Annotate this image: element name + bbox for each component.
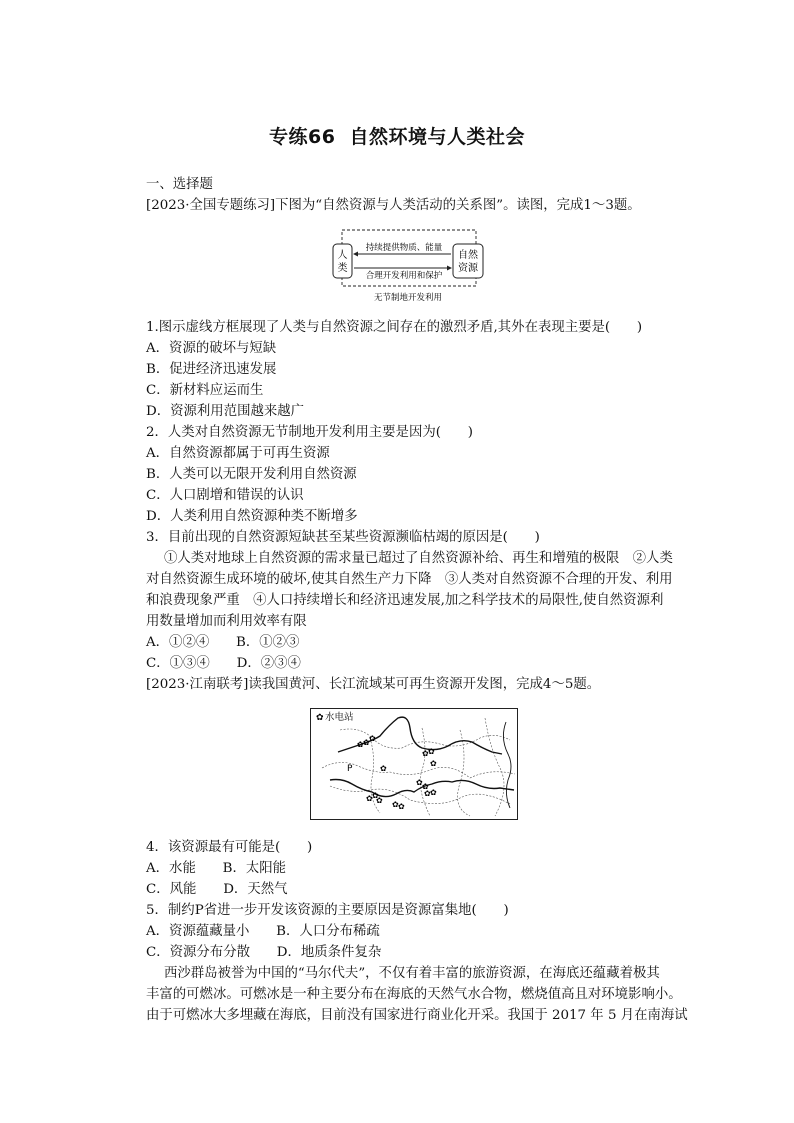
q5-options-cd: C．资源分布分散 D．地质条件复杂 (146, 945, 382, 960)
station-icon: ✿ (422, 749, 429, 758)
q3-body-line: 用数量增加而利用效率有限 (146, 614, 307, 629)
q4-stem: 4．该资源最有可能是( ) (146, 840, 313, 855)
q3-stem: 3．目前出现的自然资源短缺甚至某些资源濒临枯竭的原因是( ) (146, 530, 540, 545)
station-icon: ✿ (428, 747, 435, 756)
passage-line: 丰富的可燃冰。可燃冰是一种主要分布在海底的天然气水合物，燃烧值高且对环境影响小。 (146, 987, 682, 1002)
resource-relationship-diagram (332, 228, 484, 306)
q5-options-ab: A．资源蕴藏量小 B．人口分布稀疏 (146, 924, 380, 939)
station-icon: ✿ (430, 759, 437, 768)
resource-label-2: 资源 (458, 263, 478, 274)
intro-q1-3: [2023·全国专题练习]下图为“自然资源与人类活动的关系图”。读图，完成1～3题。 (146, 198, 641, 213)
supply-arrowhead (353, 252, 358, 257)
overuse-label: 无节制地开发利用 (373, 293, 443, 303)
q1-option-b: B．促进经济迅速发展 (146, 362, 277, 377)
resource-label-1: 自然 (458, 250, 478, 261)
station-icon: ✿ (376, 796, 383, 805)
station-icon: ✿ (380, 764, 387, 773)
protect-arrowhead (447, 266, 452, 271)
legend-label: 水电站 (325, 712, 354, 723)
q1-option-d: D．资源利用范围越来越广 (146, 404, 305, 419)
intro-q4-5: [2023·江南联考]读我国黄河、长江流域某可再生资源开发图，完成4～5题。 (146, 677, 601, 692)
q3-options-ab: A．①②④ B．①②③ (146, 635, 300, 650)
passage-line: 西沙群岛被誉为中国的“马尔代夫”，不仅有着丰富的旅游资源，在海底还蕴藏着极其 (164, 966, 660, 981)
q1-option-a: A．资源的破坏与短缺 (146, 341, 277, 356)
station-icon: ✿ (357, 740, 364, 749)
section-heading: 一、选择题 (146, 177, 213, 192)
human-label-1: 人 (337, 250, 348, 261)
title-main: 自然环境与人类社会 (349, 126, 525, 148)
station-icon: ✿ (363, 738, 370, 747)
province-p-label: P (347, 764, 353, 774)
q2-option-c: C．人口剧增和错误的认识 (146, 488, 304, 503)
q1-stem: 1.图示虚线方框展现了人类与自然资源之间存在的激烈矛盾,其外在表现主要是( ) (146, 320, 643, 335)
q2-stem: 2．人类对自然资源无节制地开发利用主要是因为( ) (146, 425, 473, 440)
q2-option-d: D．人类利用自然资源种类不断增多 (146, 509, 358, 524)
station-icon: ✿ (372, 791, 379, 800)
q2-option-b: B．人类可以无限开发利用自然资源 (146, 467, 357, 482)
supply-label: 持续提供物质、能量 (365, 243, 443, 253)
page-title (0, 122, 794, 149)
station-icon: ✿ (366, 794, 373, 803)
q4-options-ab: A．水能 B．太阳能 (146, 861, 287, 876)
station-icon: ✿ (416, 778, 423, 787)
human-label-2: 类 (337, 263, 348, 274)
station-icon: ✿ (430, 788, 437, 797)
q4-options-cd: C．风能 D．天然气 (146, 882, 288, 897)
station-icon: ✿ (422, 782, 429, 791)
hydropower-map (310, 708, 518, 820)
title-prefix: 专练66 (269, 126, 336, 148)
q5-stem: 5．制约P省进一步开发该资源的主要原因是资源富集地( ) (146, 903, 509, 918)
passage-line: 由于可燃冰大多埋藏在海底，目前没有国家进行商业化开采。我国于 2017 年 5 月在南海试 (146, 1008, 688, 1023)
q3-body-line: 和浪费现象严重 ④人口持续增长和经济迅速发展,加之科学技术的局限性,使自然资源利 (146, 593, 664, 608)
q2-option-a: A．自然资源都属于可再生资源 (146, 446, 330, 461)
station-icon: ✿ (398, 802, 405, 811)
q3-options-cd: C．①③④ D．②③④ (146, 656, 301, 671)
legend-star-icon: ✿ (316, 713, 324, 723)
protect-label: 合理开发利用和保护 (365, 271, 443, 281)
station-icon: ✿ (424, 789, 431, 798)
q1-option-c: C．新材料应运而生 (146, 383, 264, 398)
station-icon: ✿ (392, 800, 399, 809)
station-icon: ✿ (369, 734, 376, 743)
q3-body-line: ①人类对地球上自然资源的需求量已超过了自然资源补给、再生和增殖的极限 ②人类 (164, 551, 673, 566)
q3-body-line: 对自然资源生成环境的破坏,使其自然生产力下降 ③人类对自然资源不合理的开发、利用 (146, 572, 673, 587)
